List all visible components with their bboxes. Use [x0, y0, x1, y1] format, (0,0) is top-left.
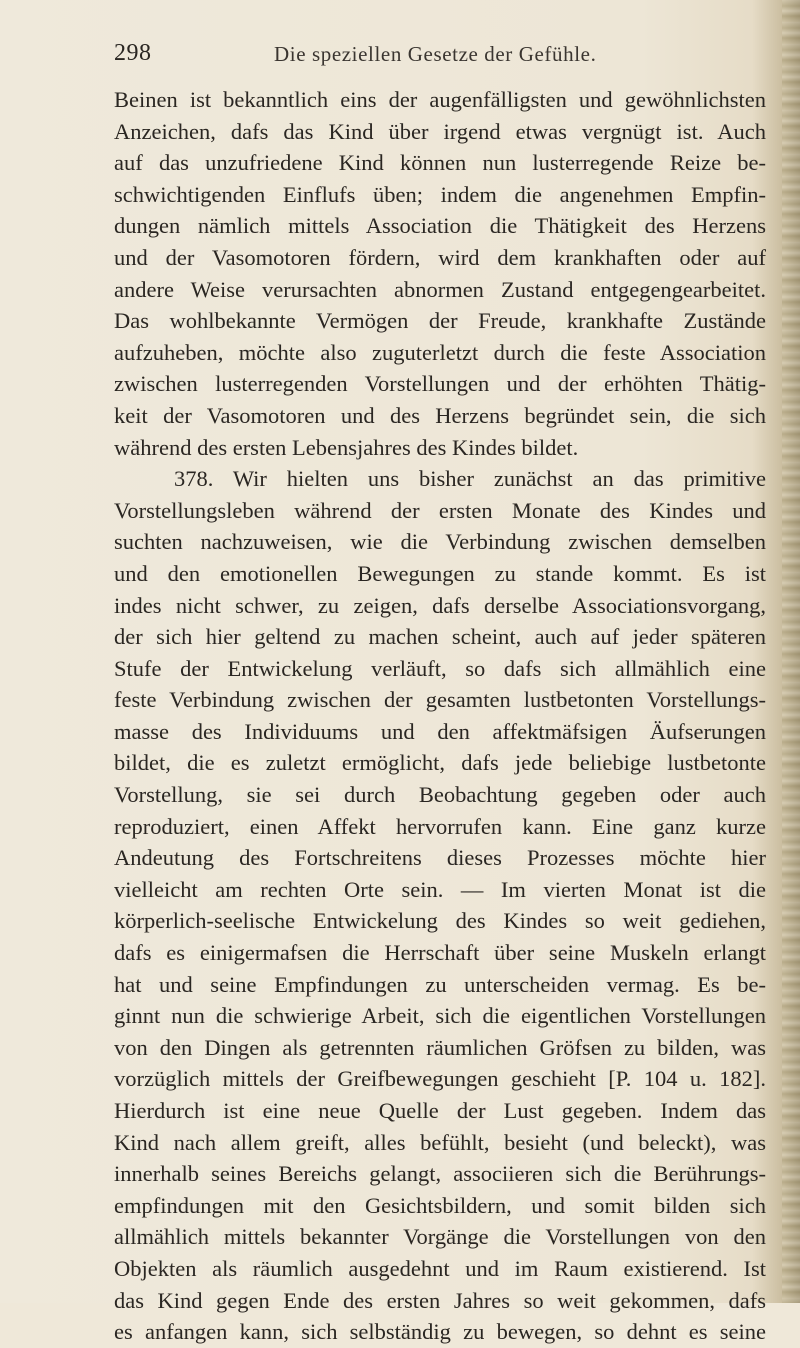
text-line: Objekten als räumlich ausgedehnt und im Raum existierend. Ist: [114, 1255, 766, 1281]
text-line: körperlich-seelische Entwickelung des Kindes so weit gediehen,: [114, 908, 766, 934]
text-line: Vorstellung, sie sei durch Beobachtung gegeben oder auch: [114, 782, 766, 808]
text-line: auf das unzufriedene Kind können nun lusterregende Reize be-: [114, 150, 766, 176]
text-line: vielleicht am rechten Orte sein. — Im vierten Monat ist die: [114, 876, 766, 902]
text-line: Andeutung des Fortschreitens dieses Prozesses möchte hier: [114, 845, 766, 871]
text-line: feste Verbindung zwischen der gesamten lustbetonten Vorstellungs-: [114, 687, 766, 713]
text-line: ginnt nun die schwierige Arbeit, sich die eigentlichen Vorstellungen: [114, 1003, 766, 1029]
text-line: zwischen lusterregenden Vorstellungen und der erhöhten Thätig-: [114, 371, 766, 397]
body-text: [114, 84, 766, 1348]
text-line: Stufe der Entwickelung verläuft, so dafs sich allmählich eine: [114, 655, 766, 681]
text-line: reproduziert, einen Affekt hervorrufen kann. Eine ganz kurze: [114, 813, 766, 839]
text-line: Vorstellungsleben während der ersten Monate des Kindes und: [114, 497, 766, 523]
paragraph-end-line: während des ersten Lebensjahres des Kindes bildet.: [114, 434, 579, 460]
page-edge-shadow: [782, 0, 800, 1303]
page-header: [114, 40, 754, 80]
text-line: Anzeichen, dafs das Kind über irgend etwas vergnügt ist. Auch: [114, 118, 766, 144]
section-start-line: 378. Wir hielten uns bisher zunächst an das primitive: [174, 466, 766, 492]
text-line: Kind nach allem greift, alles befühlt, besieht (und beleckt), was: [114, 1129, 766, 1155]
text-line: dafs es einigermafsen die Herrschaft über seine Muskeln erlangt: [114, 940, 766, 966]
text-line: masse des Individuums und den affektmäfsigen Äufserungen: [114, 718, 766, 744]
text-line: Das wohlbekannte Vermögen der Freude, krankhafte Zustände: [114, 308, 766, 334]
text-line: der sich hier geltend zu machen scheint, auch auf jeder späteren: [114, 624, 766, 650]
text-line: andere Weise verursachten abnormen Zustand entgegengearbeitet.: [114, 276, 766, 302]
page-number: 298: [114, 40, 152, 66]
running-title: Die speziellen Gesetze der Gefühle.: [274, 42, 597, 66]
text-line: empfindungen mit den Gesichtsbildern, und somit bilden sich: [114, 1192, 766, 1218]
text-line: keit der Vasomotoren und des Herzens begründet sein, die sich: [114, 402, 766, 428]
text-line: hat und seine Empfindungen zu unterscheiden vermag. Es be-: [114, 971, 766, 997]
text-line: dungen nämlich mittels Association die Thätigkeit des Herzens: [114, 213, 766, 239]
text-line: es anfangen kann, sich selbständig zu bewegen, so dehnt es seine: [114, 1319, 766, 1345]
text-line: allmählich mittels bekannter Vorgänge die Vorstellungen von den: [114, 1224, 766, 1250]
text-line: Hierdurch ist eine neue Quelle der Lust gegeben. Indem das: [114, 1098, 766, 1123]
text-line: von den Dingen als getrennten räumlichen Gröfsen zu bilden, was: [114, 1034, 766, 1060]
text-line: und den emotionellen Bewegungen zu stande kommt. Es ist: [114, 560, 766, 586]
text-line: Beinen ist bekanntlich eins der augenfälligsten und gewöhnlichsten: [114, 87, 766, 112]
text-line: suchten nachzuweisen, wie die Verbindung zwischen demselben: [114, 529, 766, 555]
text-line: das Kind gegen Ende des ersten Jahres so weit gekommen, dafs: [114, 1287, 766, 1313]
text-line: und der Vasomotoren fördern, wird dem krankhaften oder auf: [114, 244, 766, 270]
text-line: indes nicht schwer, zu zeigen, dafs derselbe Associationsvorgang,: [114, 592, 766, 618]
text-line: schwichtigenden Einflufs üben; indem die angenehmen Empfin-: [114, 181, 766, 207]
text-line: vorzüglich mittels der Greifbewegungen geschieht [P. 104 u. 182].: [114, 1066, 766, 1092]
text-line: aufzuheben, möchte also zuguterletzt durch die feste Association: [114, 339, 766, 365]
text-line: bildet, die es zuletzt ermöglicht, dafs jede beliebige lustbetonte: [114, 750, 766, 776]
text-line: innerhalb seines Bereichs gelangt, associieren sich die Berührungs-: [114, 1161, 766, 1187]
